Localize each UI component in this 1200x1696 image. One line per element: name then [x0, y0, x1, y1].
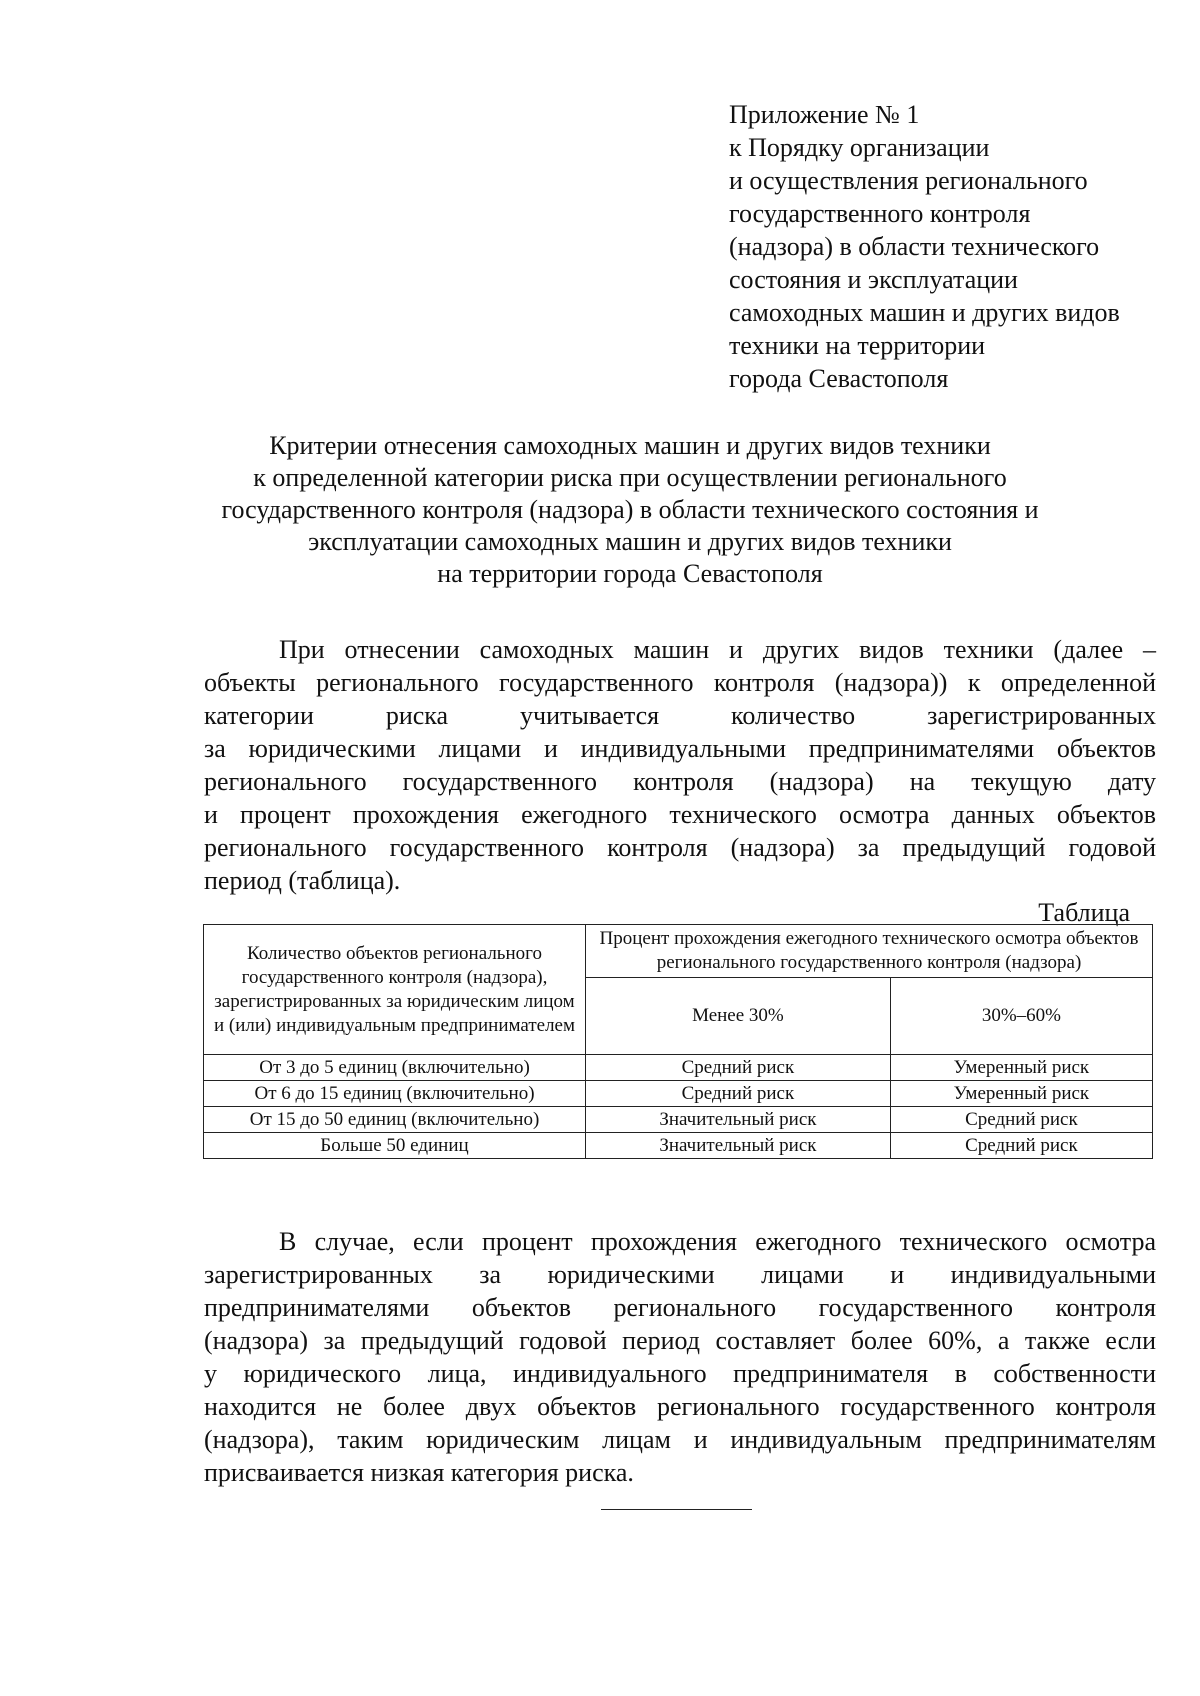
paragraph-line: В случае, если процент прохождения ежегодного технического осмотра [279, 1227, 1156, 1256]
paragraph-line: у юридического лица, индивидуального предпринимателя в собственности [204, 1359, 1156, 1388]
appendix-line: государственного контроля [729, 199, 1031, 228]
paragraph-line: регионального государственного контроля (надзора) за предыдущий годовой [204, 833, 1156, 862]
paragraph-line: предпринимателями объектов регионального государственного контроля [204, 1293, 1156, 1322]
end-separator-line [601, 1509, 752, 1510]
title-line: эксплуатации самоходных машин и других видов техники [308, 527, 952, 556]
appendix-line: города Севастополя [729, 364, 949, 393]
cell-count: От 3 до 5 единиц (включительно) [204, 1055, 586, 1081]
paragraph-line: за юридическими лицами и индивидуальными предпринимателями объектов [204, 734, 1156, 763]
appendix-line: состояния и эксплуатации [729, 265, 1018, 294]
cell-risk: Средний риск [586, 1081, 891, 1107]
title-line: государственного контроля (надзора) в области технического состояния и [221, 495, 1039, 524]
cell-count: От 15 до 50 единиц (включительно) [204, 1107, 586, 1133]
appendix-line: Приложение № 1 [729, 100, 920, 129]
paragraph-line: находится не более двух объектов регионального государственного контроля [204, 1392, 1156, 1421]
cell-risk: Средний риск [890, 1133, 1152, 1159]
appendix-line: (надзора) в области технического [729, 232, 1100, 261]
appendix-line: и осуществления регионального [729, 166, 1088, 195]
paragraph-line: и процент прохождения ежегодного технического осмотра данных объектов [204, 800, 1156, 829]
subheader-less-30: Менее 30% [586, 978, 891, 1055]
cell-risk: Значительный риск [586, 1133, 891, 1159]
paragraph-line: (надзора) за предыдущий годовой период составляет более 60%, а также если [204, 1326, 1156, 1355]
appendix-line: к Порядку организации [729, 133, 990, 162]
paragraph-line: зарегистрированных за юридическими лицами и индивидуальными [204, 1260, 1156, 1289]
document-title [180, 430, 1080, 590]
appendix-line: техники на территории [729, 331, 986, 360]
cell-risk: Умеренный риск [890, 1055, 1152, 1081]
table-header-row [204, 925, 1153, 978]
cell-count: От 6 до 15 единиц (включительно) [204, 1081, 586, 1107]
paragraph-line: регионального государственного контроля (надзора) на текущую дату [204, 767, 1156, 796]
cell-risk: Значительный риск [586, 1107, 891, 1133]
header-object-count: Количество объектов регионального государственного контроля (надзора), зарегистрированных за юридическим лицом и (или) индивидуальным предпринимателем [204, 925, 586, 1055]
paragraph-line: При отнесении самоходных машин и других видов техники (далее – [279, 635, 1156, 664]
appendix-header [729, 98, 1169, 395]
paragraph-line: присваивается низкая категория риска. [204, 1458, 634, 1487]
subheader-30-60: 30%–60% [890, 978, 1152, 1055]
table-caption: Таблица [1038, 898, 1130, 927]
paragraph-line: категории риска учитывается количество зарегистрированных [204, 701, 1156, 730]
cell-risk: Умеренный риск [890, 1081, 1152, 1107]
appendix-line: самоходных машин и других видов [729, 298, 1120, 327]
cell-count: Больше 50 единиц [204, 1133, 586, 1159]
conclusion-paragraph [204, 1225, 1156, 1489]
table-row [204, 1133, 1153, 1159]
risk-table [203, 924, 1153, 1159]
header-inspection-percent: Процент прохождения ежегодного технического осмотра объектов регионального государственного контроля (надзора) [586, 925, 1153, 978]
title-line: на территории города Севастополя [437, 559, 823, 588]
paragraph-line: период (таблица). [204, 866, 401, 895]
table-row [204, 1081, 1153, 1107]
table-row [204, 1107, 1153, 1133]
title-line: Критерии отнесения самоходных машин и других видов техники [269, 431, 991, 460]
table-row [204, 1055, 1153, 1081]
cell-risk: Средний риск [586, 1055, 891, 1081]
cell-risk: Средний риск [890, 1107, 1152, 1133]
intro-paragraph [204, 633, 1156, 897]
paragraph-line: (надзора), таким юридическим лицам и индивидуальным предпринимателям [204, 1425, 1156, 1454]
paragraph-line: объекты регионального государственного контроля (надзора)) к определенной [204, 668, 1156, 697]
title-line: к определенной категории риска при осуществлении регионального [253, 463, 1007, 492]
